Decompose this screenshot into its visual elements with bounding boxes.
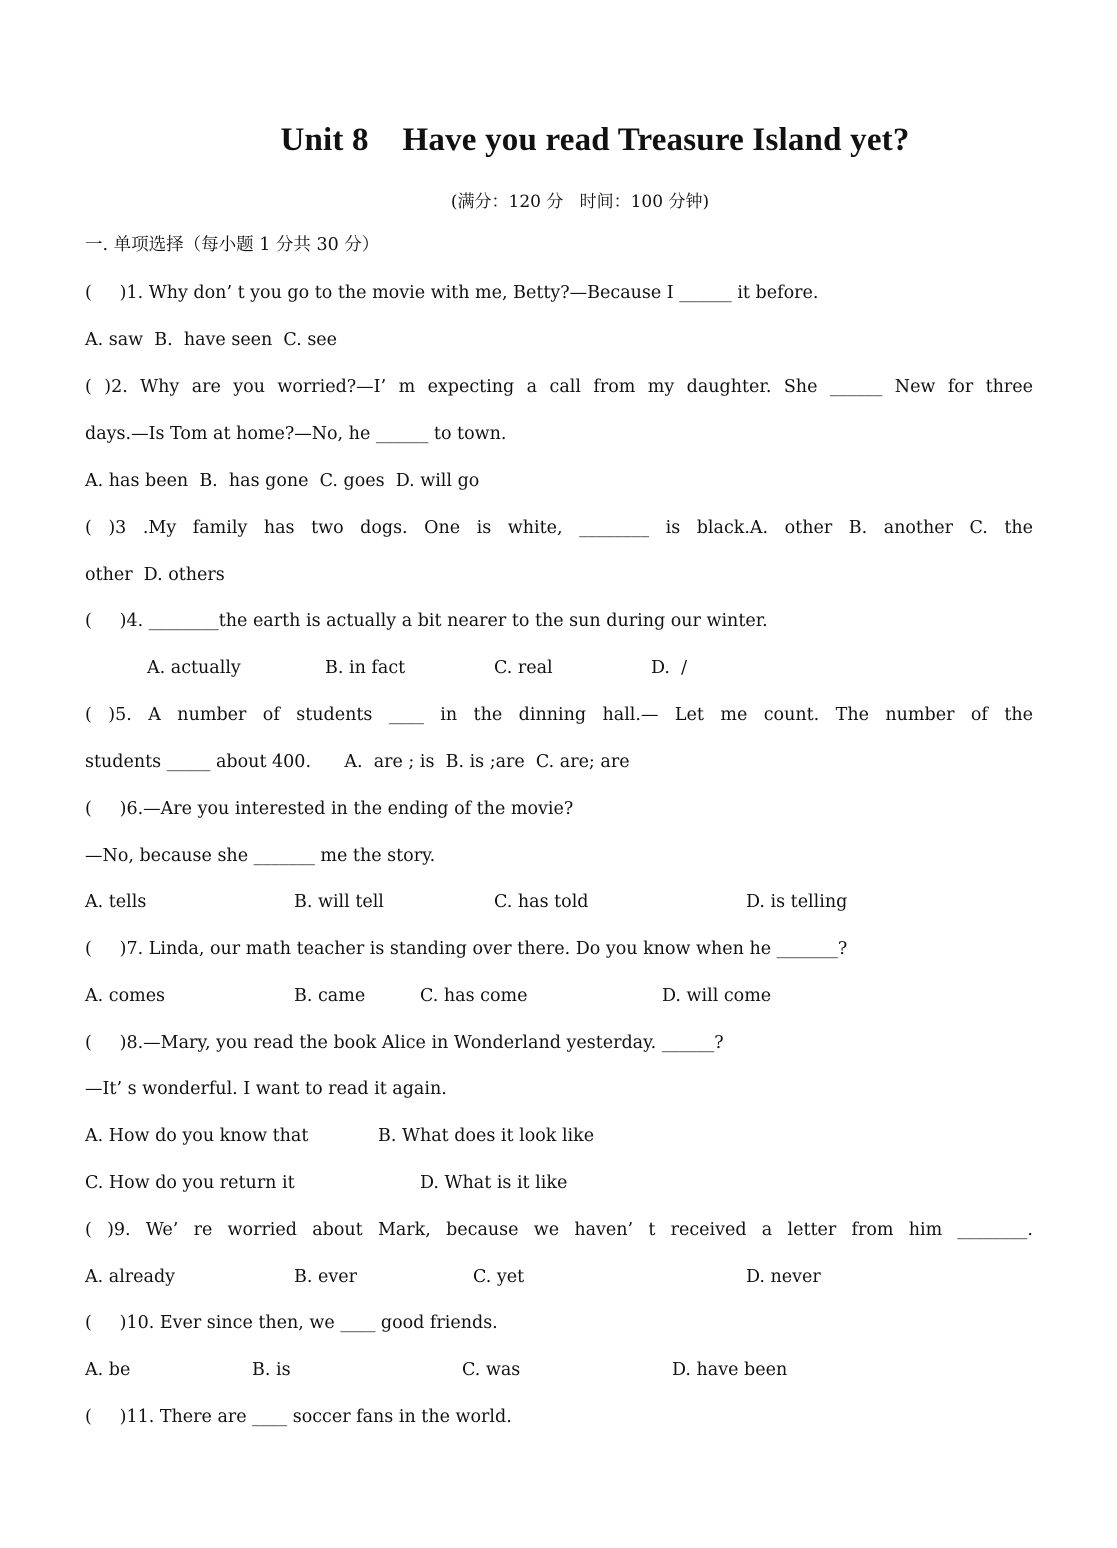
question-10-option-b: B. is <box>252 1360 291 1380</box>
question-9-option-c: C. yet <box>473 1267 525 1287</box>
question-5-text-line-2: students _____ about 400. A. are ; is B. is ;are C. are; are <box>85 752 630 772</box>
question-10-option-a: A. be <box>85 1360 131 1380</box>
question-8-option-d: D. What is it like <box>420 1173 568 1193</box>
question-2-text-line-1: ( )2. Why are you worried?—I’ m expecting a call from my daughter. She ______ New for three <box>85 377 1033 397</box>
question-9-option-b: B. ever <box>294 1267 357 1287</box>
section-heading: 一. 单项选择（每小题 1 分共 30 分） <box>85 235 380 255</box>
question-1-options: A. saw B. have seen C. see <box>85 330 338 350</box>
question-10-option-c: C. was <box>462 1360 521 1380</box>
question-3-text-line-2: other D. others <box>85 565 225 585</box>
question-4-option-a: A. actually <box>147 658 241 678</box>
question-6-text-line-1: ( )6.—Are you interested in the ending of the movie? <box>85 799 574 819</box>
question-7-option-c: C. has come <box>420 986 528 1006</box>
question-10-option-d: D. have been <box>672 1360 788 1380</box>
question-8-option-b: B. What does it look like <box>378 1126 595 1146</box>
question-7-option-b: B. came <box>294 986 366 1006</box>
question-6-option-c: C. has told <box>494 892 589 912</box>
question-8-option-a: A. How do you know that <box>85 1126 309 1146</box>
question-8-text-line-1: ( )8.—Mary, you read the book Alice in Wonderland yesterday. ______? <box>85 1033 724 1053</box>
question-2-options: A. has been B. has gone C. goes D. will go <box>85 471 480 491</box>
question-10-text: ( )10. Ever since then, we ____ good friends. <box>85 1313 498 1333</box>
question-7-option-a: A. comes <box>85 986 166 1006</box>
question-3-text-line-1: ( )3 .My family has two dogs. One is white, ________ is black.A. other B. another C. the <box>85 518 1033 538</box>
question-6-option-a: A. tells <box>85 892 147 912</box>
score-time-subtitle: (满分：120 分 时间：100 分钟) <box>450 192 710 212</box>
question-4-text: ( )4. ________the earth is actually a bit nearer to the sun during our winter. <box>85 611 768 631</box>
question-4-option-d: D. / <box>651 658 687 678</box>
question-11-text: ( )11. There are ____ soccer fans in the world. <box>85 1407 512 1427</box>
question-9-option-a: A. already <box>85 1267 176 1287</box>
question-7-text: ( )7. Linda, our math teacher is standing over there. Do you know when he _______? <box>85 939 848 959</box>
question-2-text-line-2: days.—Is Tom at home?—No, he ______ to town. <box>85 424 507 444</box>
page-title: Unit 8 Have you read Treasure Island yet? <box>280 122 910 158</box>
question-4-option-c: C. real <box>494 658 553 678</box>
question-7-option-d: D. will come <box>662 986 772 1006</box>
question-9-text: ( )9. We’ re worried about Mark, because we haven’ t received a letter from him ________. <box>85 1220 1033 1240</box>
question-5-text-line-1: ( )5. A number of students ____ in the dinning hall.— Let me count. The number of the <box>85 705 1033 725</box>
question-9-option-d: D. never <box>746 1267 821 1287</box>
question-6-text-line-2: —No, because she _______ me the story. <box>85 846 436 866</box>
question-6-option-b: B. will tell <box>294 892 384 912</box>
question-8-option-c: C. How do you return it <box>85 1173 295 1193</box>
question-6-option-d: D. is telling <box>746 892 848 912</box>
question-4-option-b: B. in fact <box>325 658 406 678</box>
question-1-text: ( )1. Why don’ t you go to the movie with me, Betty?—Because I ______ it before. <box>85 283 819 303</box>
question-8-text-line-2: —It’ s wonderful. I want to read it again. <box>85 1079 447 1099</box>
